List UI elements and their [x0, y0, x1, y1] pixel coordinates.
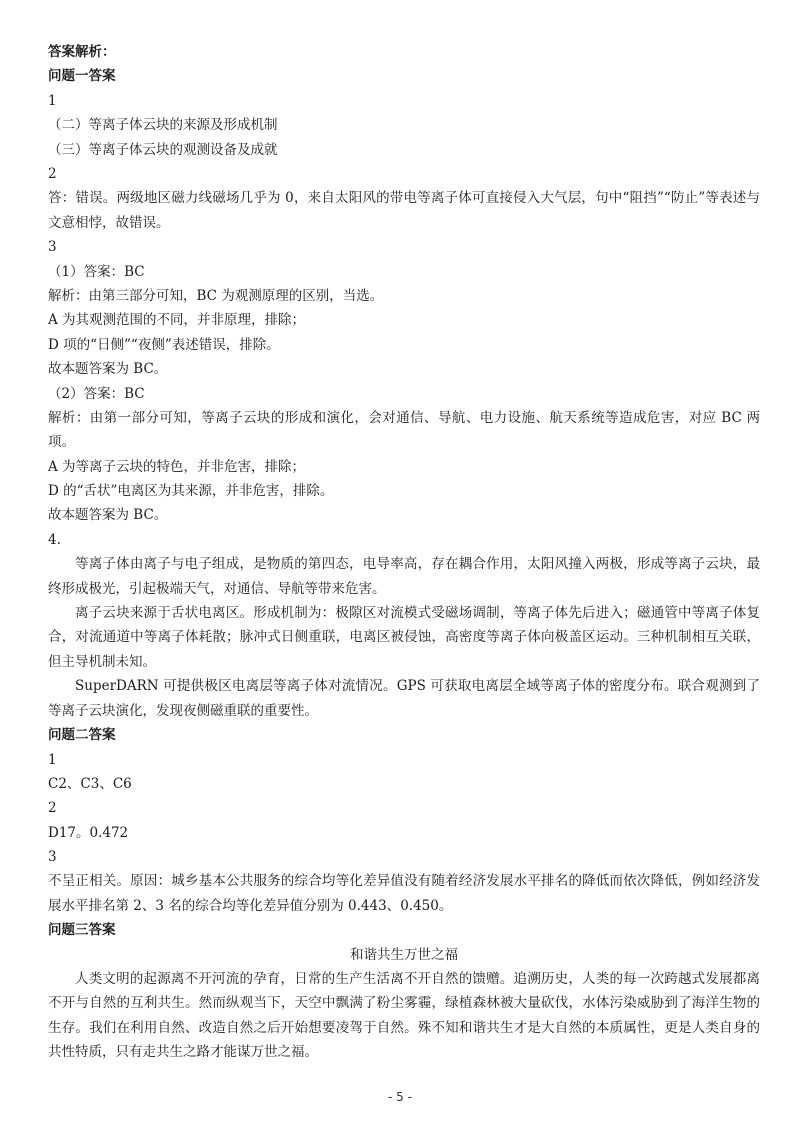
summary-paragraph: 等离子体由离子与电子组成，是物质的第四态，电导率高，存在耦合作用，太阳风撞入两极，形成等离子云块，最终形成极光，引起极端天气，对通信、导航等带来危害。 — [48, 556, 760, 597]
explanation-paragraph: 解析：由第一部分可知，等离子云块的形成和演化，会对通信、导航、电力设施、航天系统等造成危害，对应 BC 两项。 — [48, 409, 760, 451]
section-heading-q2: 问题二答案 — [48, 727, 116, 744]
explanation-line: A 为等离子云块的特色，并非危害，排除； — [48, 458, 306, 475]
summary-paragraph: 离子云块来源于舌状电离区。形成机制为：极隙区对流模式受磁场调制，等离子体先后进入；磁通管中等离子体复合，对流通道中等离子体耗散；脉冲式日侧重联，电离区被侵蚀，高密度等离子体向极盖区运动。三种机制相互关联，但主导机制未知。 — [48, 605, 760, 670]
explanation-line: D 的“舌状”电离区为其来源，并非危害，排除。 — [48, 483, 334, 500]
page-number: - 5 - — [388, 1090, 412, 1104]
answer-line: （1）答案：BC — [48, 263, 145, 280]
answer-line: D17。0.472 — [48, 824, 129, 841]
document-heading: 答案解析： — [48, 44, 116, 60]
answer-line: （三）等离子体云块的观测设备及成就 — [48, 141, 278, 158]
explanation-line: A 为其观测范围的不同，并非原理，排除； — [48, 312, 306, 329]
item-number: 1 — [48, 92, 57, 109]
item-number: 2 — [48, 800, 57, 817]
answer-document — [48, 40, 760, 1065]
essay-title: 和谐共生万世之福 — [350, 946, 458, 963]
item-number: 3 — [48, 239, 57, 256]
answer-line: （2）答案：BC — [48, 385, 145, 402]
answer-line: C2、C3、C6 — [48, 775, 132, 792]
essay-paragraph: 人类文明的起源离不开河流的孕育，日常的生产生活离不开自然的馈赠。追溯历史，人类的每一次跨越式发展都离不开与自然的互利共生。然而纵观当下，天空中飘满了粉尘雾霾，绿植森林被大量砍伐，水体污染威胁到了海洋生物的生存。我们在利用自然、改造自然之后开始想要凌驾于自然。殊不知和谐共生才是大自然的本质属性，更是人类自身的共性特质，只有走共生之路才能谋万世之福。 — [48, 971, 760, 1061]
item-number: 1 — [48, 751, 57, 768]
item-number: 3 — [48, 849, 57, 866]
explanation-line: D 项的“日侧”“夜侧”表述错误，排除。 — [48, 336, 280, 353]
item-number: 4. — [48, 531, 61, 548]
section-heading-q3: 问题三答案 — [48, 922, 116, 939]
answer-line: （二）等离子体云块的来源及形成机制 — [48, 117, 278, 134]
item-number: 2 — [48, 165, 57, 182]
explanation-line: 故本题答案为 BC。 — [48, 507, 168, 524]
answer-paragraph: 答：错误。两级地区磁力线磁场几乎为 0，来自太阳风的带电等离子体可直接侵入大气层，句中“阻挡”“防止”等表述与文意相悖，故错误。 — [48, 190, 760, 231]
summary-paragraph: SuperDARN 可提供极区电离层等离子体对流情况。GPS 可获取电离层全域等离子体的密度分布。联合观测到了等离子云块演化，发现夜侧磁重联的重要性。 — [48, 678, 760, 719]
explanation-line: 解析：由第三部分可知，BC 为观测原理的区别，当选。 — [48, 287, 384, 304]
section-heading-q1: 问题一答案 — [48, 68, 116, 85]
answer-paragraph: 不呈正相关。原因：城乡基本公共服务的综合均等化差异值没有随着经济发展水平排名的降低而依次降低，例如经济发展水平排名第 2、3 名的综合均等化差异值分别为 0.443、0.450。 — [48, 873, 760, 914]
explanation-line: 故本题答案为 BC。 — [48, 361, 168, 378]
